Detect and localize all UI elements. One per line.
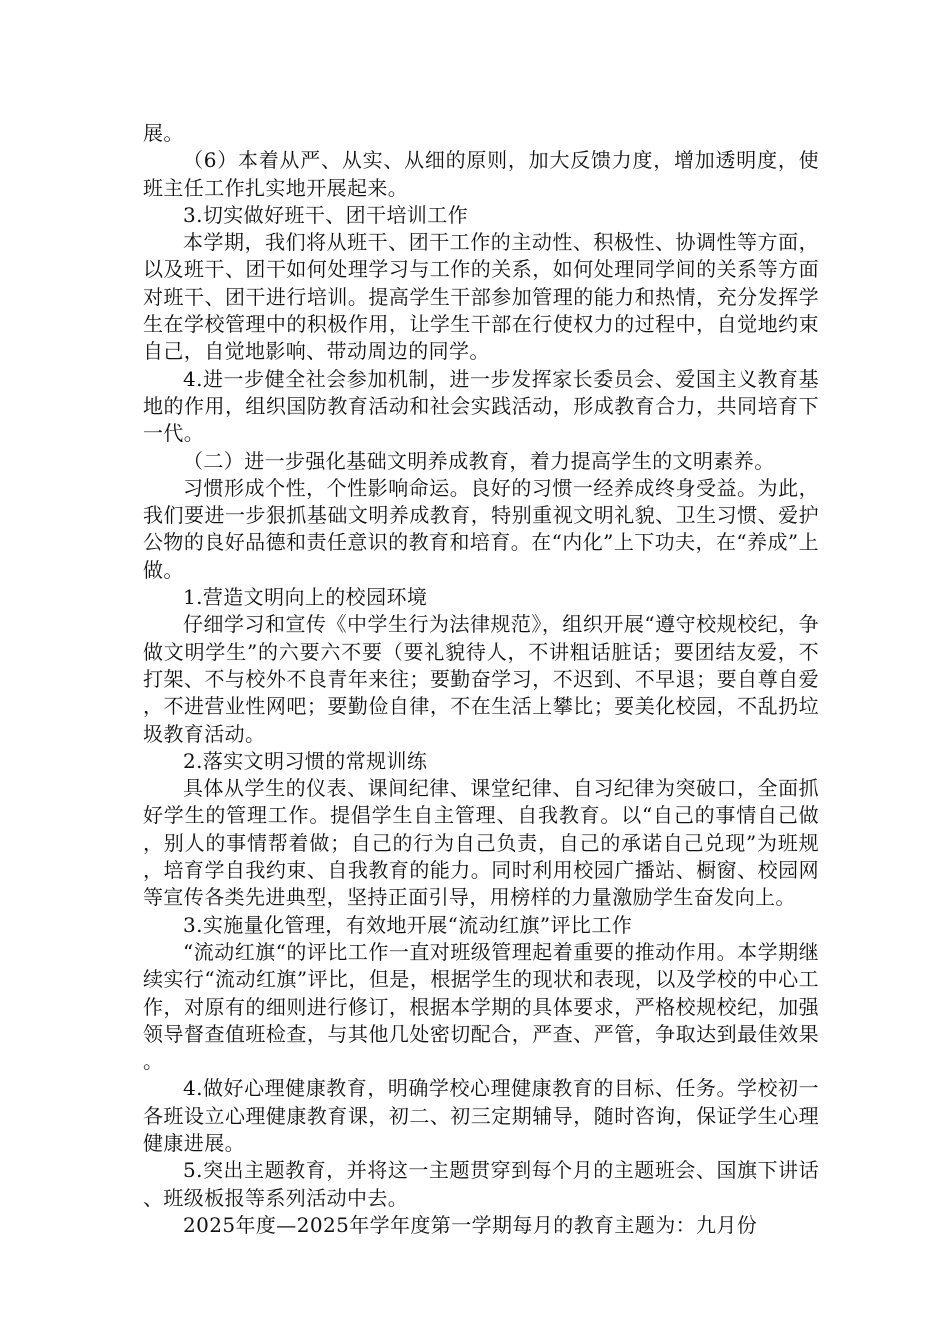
paragraph: 2025年度—2025年学年度第一学期每月的教育主题为：九月份 <box>183 1212 758 1237</box>
section-heading: 2.落实文明习惯的常规训练 <box>183 748 428 773</box>
paragraph: 具体从学生的仪表、课间纪律、课堂纪律、自习纪律为突破口，全面抓好学生的管理工作。提倡学生自主管理、自我教育。以“自己的事情自己做，别人的事情帮着做；自己的行为自己负责，自己的承诺自己兑现”为班规，培育学自我约束、自我教育的能力。同时利用校园广播站、橱窗、校园网等宣传各类先进典型，坚持正面引导，用榜样的力量激励学生奋发向上。 <box>143 776 819 910</box>
paragraph: 本学期，我们将从班干、团干工作的主动性、积极性、协调性等方面，以及班干、团干如何处理学习与工作的关系，如何处理同学间的关系等方面对班干、团干进行培训。提高学生干部参加管理的能力和热情，充分发挥学生在学校管理中的积极作用，让学生干部在行使权力的过程中，自觉地约束自己，自觉地影响、带动周边的同学。 <box>143 230 819 364</box>
body-text <box>143 120 819 1239</box>
section-heading: （二）进一步强化基础文明养成教育，着力提高学生的文明素养。 <box>183 448 775 473</box>
paragraph: 仔细学习和宣传《中学生行为法律规范》，组织开展“遵守校规校纪，争做文明学生”的六要六不要（要礼貌待人，不讲粗话脏话；要团结友爱，不打架、不与校外不良青年来往；要勤奋学习，不迟到、不早退；要自尊自爱，不进营业性网吧；要勤俭自律，不在生活上攀比；要美化校园，不乱扔垃圾教育活动。 <box>143 612 819 746</box>
section-heading: 1.营造文明向上的校园环境 <box>183 585 428 610</box>
paragraph: 4.做好心理健康教育，明确学校心理健康教育的目标、任务。学校初一各班设立心理健康教育课，初二、初三定期辅导，随时咨询，保证学生心理健康进展。 <box>143 1076 819 1155</box>
section-heading: 3.切实做好班干、团干培训工作 <box>183 202 469 227</box>
paragraph: 习惯形成个性，个性影响命运。良好的习惯一经养成终身受益。为此，我们要进一步狠抓基础文明养成教育，特别重视文明礼貌、卫生习惯、爱护公物的良好品德和责任意识的教育和培育。在“内化”上下功夫，在“养成”上做。 <box>143 475 819 582</box>
paragraph: 展。 <box>143 121 184 145</box>
paragraph: 5.突出主题教育，并将这一主题贯穿到每个月的主题班会、国旗下讲话、班级板报等系列活动中去。 <box>143 1158 819 1210</box>
paragraph: （6）本着从严、从实、从细的原则，加大反馈力度，增加透明度，使班主任工作扎实地开展起来。 <box>143 148 819 200</box>
paragraph: “流动红旗“的评比工作一直对班级管理起着重要的推动作用。本学期继续实行“流动红旗”评比，但是，根据学生的现状和表现，以及学校的中心工作，对原有的细则进行修订，根据本学期的具体要求，严格校规校纪，加强领导督查值班检查，与其他几处密切配合，严查、严管，争取达到最佳效果。 <box>143 939 819 1074</box>
paragraph: 4.进一步健全社会参加机制，进一步发挥家长委员会、爱国主义教育基地的作用，组织国防教育活动和社会实践活动，形成教育合力，共同培育下一代。 <box>143 366 819 446</box>
section-heading: 3.实施量化管理，有效地开展“流动红旗”评比工作 <box>183 912 633 937</box>
